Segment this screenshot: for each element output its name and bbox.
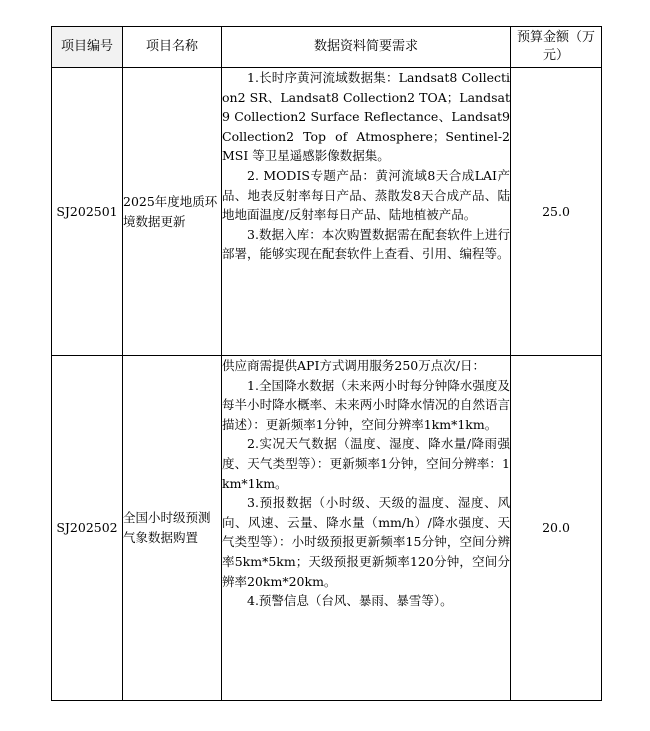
project-name-cell: 全国小时级预测气象数据购置	[123, 356, 222, 701]
requirement-item: 4.预警信息（台风、暴雨、暴雪等）。	[247, 593, 453, 609]
header-project-name: 项目名称	[123, 27, 222, 68]
header-requirements: 数据资料简要需求	[222, 27, 511, 68]
table-row	[52, 356, 602, 701]
project-code-cell: SJ202501	[52, 68, 123, 356]
project-name-cell: 2025年度地质环境数据更新	[123, 68, 222, 356]
header-project-code: 项目编号	[52, 27, 123, 68]
requirement-item: 1.长时序黄河流域数据集：Landsat8 Collection2 SR、Landsat8 Collection2 TOA；Landsat9 Collection2 Surface Reflectance、Landsat9 Collection2 Top of Atmosphere；Sentinel-2 MSI 等卫星遥感影像数据集。	[222, 70, 510, 164]
table-row	[52, 68, 602, 356]
requirement-item: 1.全国降水数据（未来两小时每分钟降水强度及每半小时降水概率、未来两小时降水情况的自然语言描述）：更新频率1分钟，空间分辨率1km*1km。	[222, 377, 510, 432]
header-budget: 预算金额（万元）	[511, 27, 602, 68]
procurement-table	[51, 26, 602, 701]
requirements-cell	[222, 356, 511, 701]
budget-cell: 20.0	[511, 356, 602, 701]
requirement-intro: 供应商需提供API方式调用服务250万点次/日：	[222, 358, 485, 373]
requirement-item: 3.预报数据（小时级、天级的温度、湿度、风向、风速、云量、降水量（mm/h）/降水强度、天气类型等）：小时级预报更新频率15分钟，空间分辨率5km*5km；天级预报更新频率120分钟，空间分辨率20km*20km。	[222, 495, 510, 589]
budget-cell: 25.0	[511, 68, 602, 356]
requirement-item: 2.实况天气数据（温度、湿度、降水量/降雨强度、天气类型等）：更新频率1分钟，空间分辨率：1km*1km。	[222, 436, 510, 491]
requirement-item: 3.数据入库：本次购置数据需在配套软件上进行部署，能够实现在配套软件上查看、引用、编程等。	[222, 226, 510, 262]
requirement-item: 2. MODIS专题产品：黄河流域8天合成LAI产品、地表反射率每日产品、蒸散发8天合成产品、陆地地面温度/反射率每日产品、陆地植被产品。	[222, 167, 510, 223]
requirements-cell	[222, 68, 511, 356]
table-header-row	[52, 27, 602, 68]
project-code-cell: SJ202502	[52, 356, 123, 701]
